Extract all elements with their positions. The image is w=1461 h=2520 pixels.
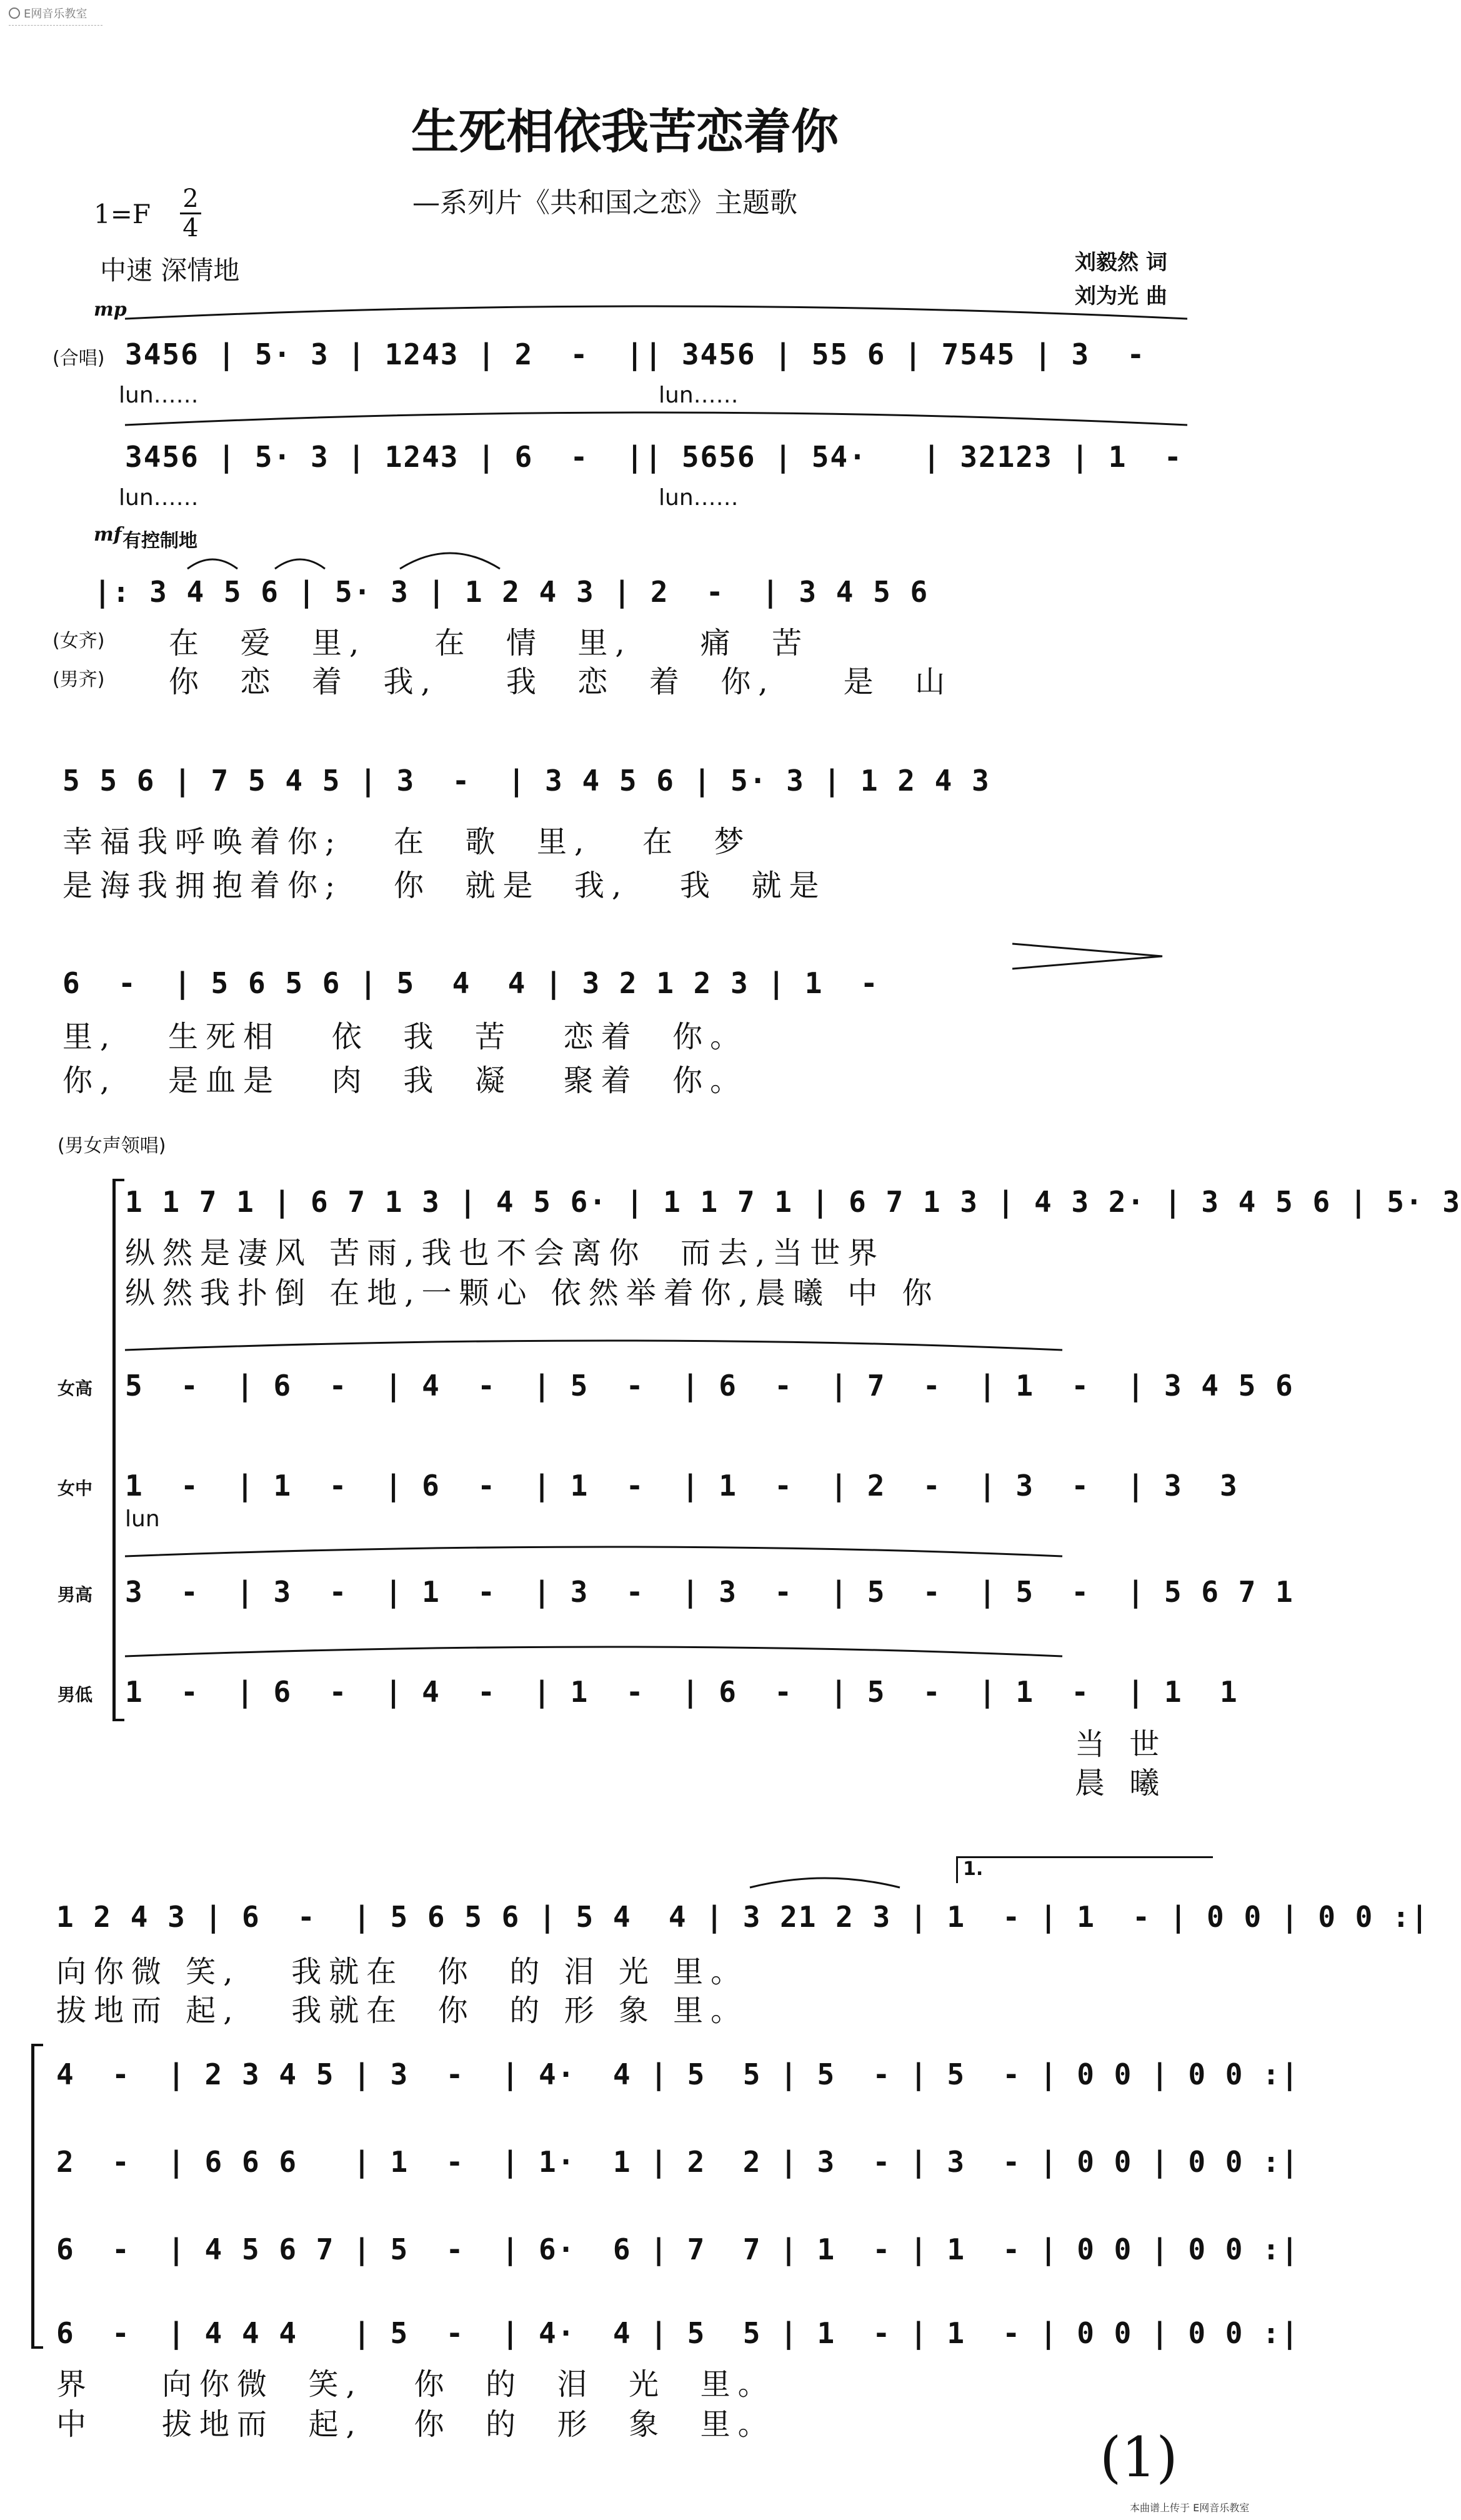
dynamic-mp: mp (94, 299, 127, 321)
lyric-line: 你, 是血是 肉 我 凝 聚着 你。 (62, 1063, 748, 1098)
female-part-label: (女齐) (52, 630, 105, 652)
lead-label: (男女声领唱) (57, 1135, 166, 1157)
lead-notes: 1 1 7 1 | 6 7 1 3 | 4 5 6· | 1 1 7 1 | 6 7 1 3 | 4 3 2· | 3 4 5 6 | 5· 3 (125, 1185, 1461, 1219)
lyric-line: 幸福我呼唤着你; 在 歌 里, 在 梦 (62, 824, 752, 859)
bass-slur (125, 1647, 1062, 1656)
dynamic-mf: mf (94, 524, 122, 546)
lun-label: lun…… (659, 485, 739, 511)
composer-credit: 刘为光 曲 (1075, 284, 1167, 309)
tempo-marking: 中速 深情地 (100, 255, 240, 286)
alto-notes: 1 - | 1 - | 6 - | 1 - | 1 - | 2 - | 3 - | 3 3 (125, 1469, 1239, 1502)
lun-label: lun…… (119, 382, 199, 408)
intro-slur (125, 412, 1187, 425)
lyric-line: 纵然是凄风 苦雨,我也不会离你 而去,当世界 (125, 1236, 885, 1271)
lyric-line: 向你微 笑, 我就在 你 的 泪 光 里。 (56, 1954, 749, 1989)
meter-top: 2 (180, 185, 201, 214)
key-signature: 1=F (94, 199, 151, 229)
diminuendo-hairpin (1012, 944, 1162, 969)
final-soprano-notes: 4 - | 2 3 4 5 | 3 - | 4· 4 | 5 5 | 5 - | 5 - | 0 0 | 0 0 :| (56, 2058, 1300, 2091)
lun-label: lun (125, 1506, 160, 1532)
song-subtitle: —系列片《共和国之恋》主题歌 (412, 187, 797, 219)
meter-bottom: 4 (182, 214, 199, 242)
verse-slur (400, 553, 500, 569)
final-tenor-notes: 6 - | 4 5 6 7 | 5 - | 6· 6 | 7 7 | 1 - | 1 - | 0 0 | 0 0 :| (56, 2232, 1300, 2266)
tenor-slur (125, 1547, 1062, 1556)
lun-label: lun…… (119, 485, 199, 511)
lyric-tail: 当 世 (1075, 1727, 1167, 1762)
watermark-logo: E网音乐教室 (9, 5, 87, 21)
verse-slur (275, 559, 325, 569)
final-alto-notes: 2 - | 6 6 6 | 1 - | 1· 1 | 2 2 | 3 - | 3 - | 0 0 | 0 0 :| (56, 2145, 1300, 2179)
verse-line2-notes: 5 5 6 | 7 5 4 5 | 3 - | 3 4 5 6 | 5· 3 | 1 2 4 3 (62, 764, 990, 798)
lyric-tail: 晨 曦 (1075, 1766, 1167, 1801)
intro-upper-notes: 3456 | 5· 3 | 1243 | 2 - || 3456 | 55 6 | 7545 | 3 - (125, 338, 1146, 371)
first-ending-bracket: 1. (956, 1856, 1213, 1883)
soprano-notes: 5 - | 6 - | 4 - | 5 - | 6 - | 7 - | 1 - | 3 4 5 6 (125, 1369, 1294, 1402)
final-bass-notes: 6 - | 4 4 4 | 5 - | 4· 4 | 5 5 | 1 - | 1 - | 0 0 | 0 0 :| (56, 2316, 1300, 2350)
song-title: 生死相依我苦恋着你 (411, 104, 839, 159)
bass-notes: 1 - | 6 - | 4 - | 1 - | 6 - | 5 - | 1 - | 1 1 (125, 1675, 1239, 1709)
lyric-line: 里, 生死相 依 我 苦 恋着 你。 (62, 1019, 748, 1054)
final-slur (750, 1878, 900, 1888)
dynamic-text: 有控制地 (122, 530, 197, 552)
tenor-notes: 3 - | 3 - | 1 - | 3 - | 3 - | 5 - | 5 - | 5 6 7 1 (125, 1575, 1294, 1609)
chorus-label: (合唱) (52, 348, 105, 369)
voice-label-soprano: 女高 (57, 1378, 93, 1399)
lyric-line: 中 拔地而 起, 你 的 形 象 里。 (56, 2407, 775, 2442)
soprano-slur (125, 1341, 1062, 1350)
lyric-line: 你 恋 着 我, 我 恋 着 你, 是 山 (169, 664, 953, 699)
verse-slur (187, 559, 237, 569)
lyric-line: 纵然我扑倒 在地,一颗心 依然举着你,晨曦 中 你 (125, 1276, 940, 1311)
verse-line1-notes: |: 3 4 5 6 | 5· 3 | 1 2 4 3 | 2 - | 3 4 5 6 (94, 575, 929, 609)
voice-label-bass: 男低 (57, 1684, 93, 1705)
voice-label-alto: 女中 (57, 1478, 93, 1499)
page-number: (1) (1100, 2425, 1178, 2489)
verse-line3-notes: 6 - | 5 6 5 6 | 5 4 4 | 3 2 1 2 3 | 1 - (62, 966, 879, 1000)
intro-lower-notes: 3456 | 5· 3 | 1243 | 6 - || 5656 | 54· | 32123 | 1 - (125, 440, 1183, 474)
male-part-label: (男齐) (52, 669, 105, 691)
intro-slur (125, 306, 1187, 319)
footer-credit: 本曲谱上传于 E网音乐教室 (1130, 2502, 1250, 2514)
lyric-line: 界 向你微 笑, 你 的 泪 光 里。 (56, 2367, 775, 2402)
lyricist-credit: 刘毅然 词 (1075, 250, 1167, 275)
lyric-line: 拔地而 起, 我就在 你 的 形 象 里。 (56, 1993, 749, 2028)
final-lead-notes: 1 2 4 3 | 6 - | 5 6 5 6 | 5 4 4 | 3 21 2 3 | 1 - | 1 - | 0 0 | 0 0 :| (56, 1900, 1430, 1934)
lyric-line: 在 爱 里, 在 情 里, 痛 苦 (169, 626, 810, 661)
voice-label-tenor: 男高 (57, 1584, 93, 1605)
lyric-line: 是海我拥抱着你; 你 就是 我, 我 就是 (62, 868, 827, 903)
lun-label: lun…… (659, 382, 739, 408)
